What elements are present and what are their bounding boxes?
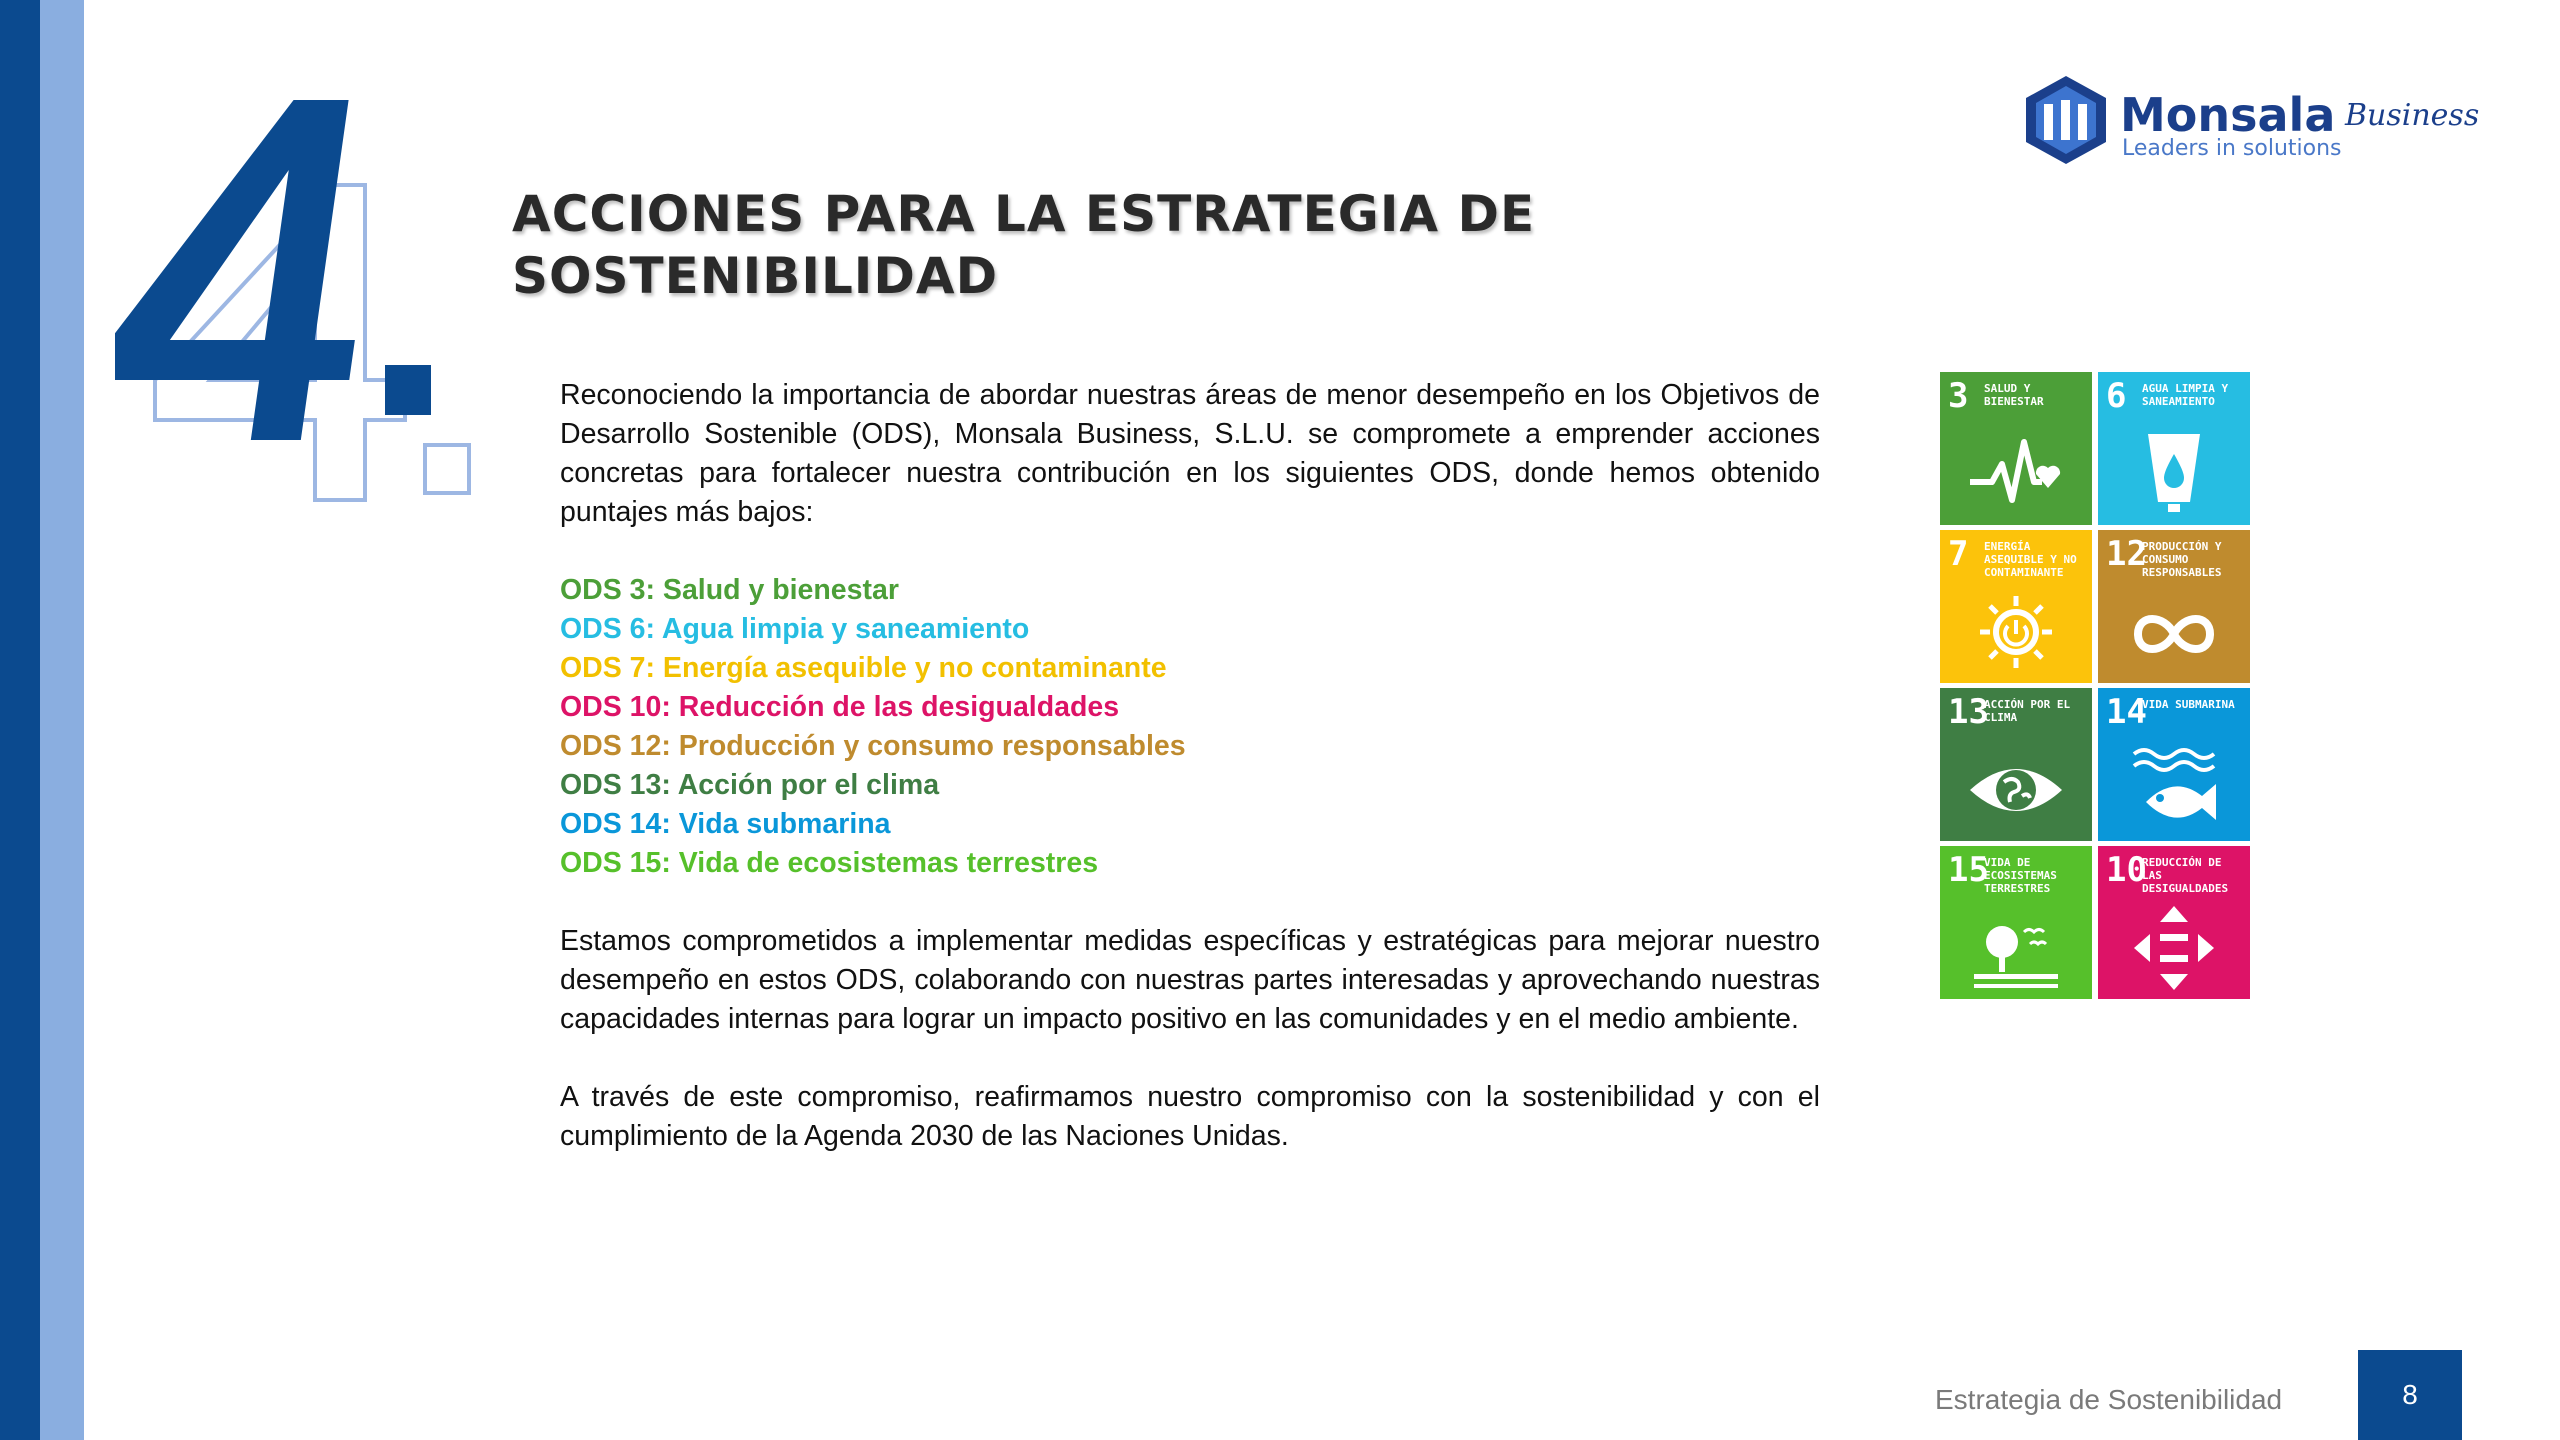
sdg-tile-3 <box>1940 372 2092 525</box>
ods-list <box>560 571 1820 883</box>
sdg-tile-14 <box>2098 688 2250 841</box>
tile-label: VIDA SUBMARINA <box>2142 698 2235 711</box>
intro-paragraph: Reconociendo la importancia de abordar nuestras áreas de menor desempeño en los Objetivos de Desarrollo Sostenible (ODS), Monsala Business, S.L.U. se compromete a emprender acciones concretas para fortalecer nuestra contribución en los siguientes ODS, donde hemos obtenido puntajes más bajos: <box>560 379 1820 528</box>
main-content <box>560 376 1820 1156</box>
sdg-tile-12 <box>2098 530 2250 683</box>
tile-number: 12 <box>2106 534 2147 574</box>
tile-label: AGUA LIMPIA Y SANEAMIENTO <box>2142 382 2229 408</box>
sdg-tile-7 <box>1940 530 2092 683</box>
commitment-paragraph: Estamos comprometidos a implementar medidas específicas y estratégicas para mejorar nuestro desempeño en estos ODS, colaborando con nuestras partes interesadas y aprovechando nuestras capacidades internas para lograr un impacto positivo en las comunidades y en el medio ambiente. <box>560 925 1820 1035</box>
tile-number: 3 <box>1948 376 1969 416</box>
tile-label: PRODUCCIÓN Y CONSUMO RESPONSABLES <box>2142 540 2222 579</box>
tile-number: 6 <box>2106 376 2127 416</box>
sdg-tile-13 <box>1940 688 2092 841</box>
sdg-tile-10 <box>2098 846 2250 999</box>
ods-item: ODS 7: Energía asequible y no contaminante <box>560 652 1167 684</box>
ods-item: ODS 14: Vida submarina <box>560 808 891 840</box>
logo-tagline: Leaders in solutions <box>2122 136 2342 161</box>
ods-item: ODS 12: Producción y consumo responsables <box>560 730 1186 762</box>
tile-label: REDUCCIÓN DE LAS DESIGUALDADES <box>2142 856 2229 895</box>
tile-number: 7 <box>1948 534 1969 574</box>
logo-script: Business <box>2345 98 2480 133</box>
tile-label: ACCIÓN POR EL CLIMA <box>1984 698 2071 724</box>
ods-item: ODS 6: Agua limpia y saneamiento <box>560 613 1030 645</box>
sun-icon <box>1966 582 2066 674</box>
sdg-tile-6 <box>2098 372 2250 525</box>
tile-label: SALUD Y BIENESTAR <box>1984 382 2044 408</box>
section-number-graphic <box>115 90 495 530</box>
tile-number: 13 <box>1948 692 1989 732</box>
section-number-text: 4. <box>115 90 116 91</box>
title-line-2: SOSTENIBILIDAD <box>512 247 999 305</box>
tile-number: 14 <box>2106 692 2147 732</box>
logo-name: Monsala <box>2120 88 2336 142</box>
tile-label: ENERGÍA ASEQUIBLE Y NO CONTAMINANTE <box>1984 540 2077 579</box>
title-line-1: ACCIONES PARA LA ESTRATEGIA DE <box>512 185 1536 243</box>
heartbeat-icon <box>1966 424 2066 516</box>
left-accent-bar-dark <box>0 0 40 1440</box>
logo-hexagon-icon <box>2020 74 2112 166</box>
eye-earth-icon <box>1966 740 2066 832</box>
infinity-icon <box>2124 582 2224 674</box>
tree-icon <box>1966 898 2066 990</box>
water-icon <box>2124 424 2224 516</box>
ods-item: ODS 10: Reducción de las desigualdades <box>560 691 1120 723</box>
tile-label: VIDA DE ECOSISTEMAS TERRESTRES <box>1984 856 2057 895</box>
agenda-paragraph: A través de este compromiso, reafirmamos nuestro compromiso con la sostenibilidad y con el cumplimiento de la Agenda 2030 de las Naciones Unidas. <box>560 1081 1820 1152</box>
ods-item: ODS 13: Acción por el clima <box>560 769 940 801</box>
sdg-tile-grid <box>1940 372 2252 1002</box>
company-logo <box>2020 70 2480 170</box>
equality-arrows-icon <box>2124 898 2224 990</box>
sdg-tile-15 <box>1940 846 2092 999</box>
tile-number: 15 <box>1948 850 1989 890</box>
ods-item: ODS 3: Salud y bienestar <box>560 574 899 606</box>
page-title <box>512 183 1612 307</box>
fish-icon <box>2124 740 2224 832</box>
left-accent-bar-light <box>40 0 84 1440</box>
footer-label: Estrategia de Sostenibilidad <box>1935 1384 2283 1415</box>
page-number: 8 <box>2358 1350 2462 1440</box>
tile-number: 10 <box>2106 850 2147 890</box>
ods-item: ODS 15: Vida de ecosistemas terrestres <box>560 847 1099 879</box>
